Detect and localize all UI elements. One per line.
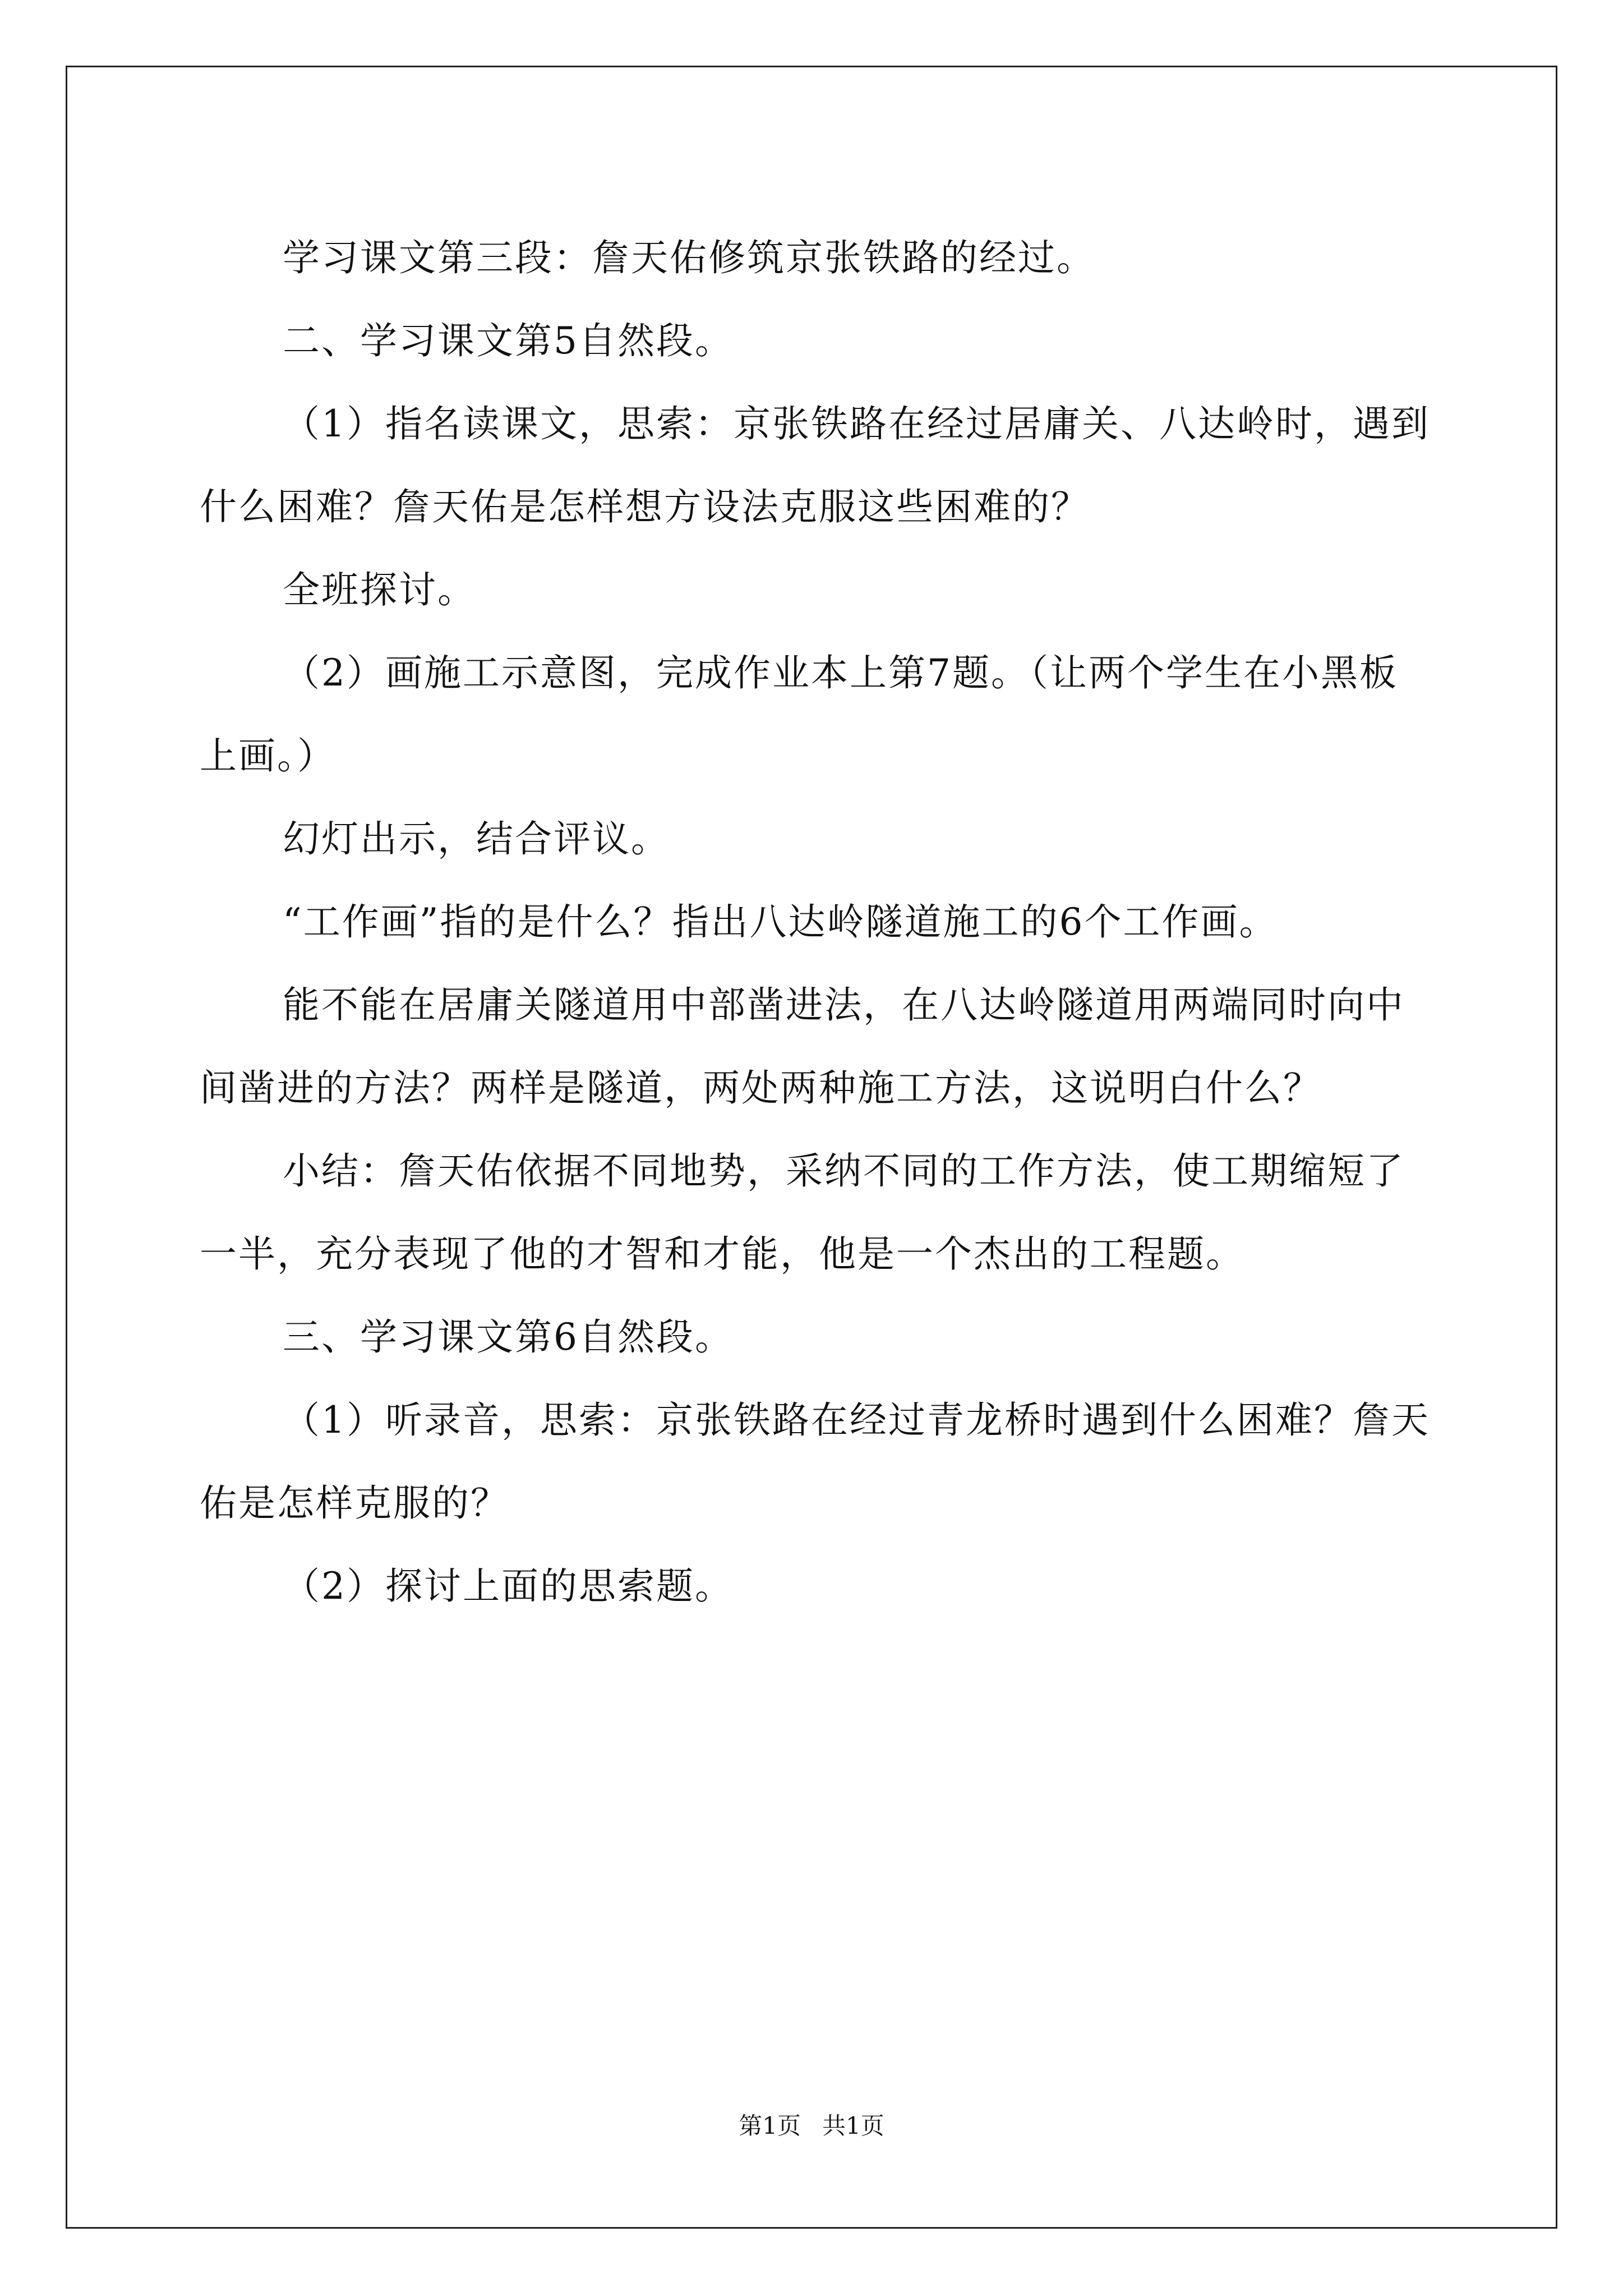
page-total: 共1页: [822, 2112, 884, 2139]
page-number: 第1页: [739, 2112, 801, 2139]
paragraph-step-2-drawing: （2）画施工示意图，完成作业本上第7题。（让两个学生在小黑板上画。）: [200, 651, 1398, 777]
paragraph-step-2-discussion: （2）探讨上面的思索题。: [283, 1565, 734, 1608]
paragraph-section-three-title: 学习课文第三段：詹天佑修筑京张铁路的经过。: [283, 236, 1095, 279]
page-footer: [0, 2109, 1623, 2143]
paragraph-tunnel-method-question: 能不能在居庸关隧道用中部凿进法，在八达岭隧道用两端同时向中间凿进的方法？两样是隧道，两处两种施工方法，这说明白什么？: [200, 983, 1405, 1110]
document-body: [200, 217, 1430, 1628]
paragraph-summary: 小结：詹天佑依据不同地势，采纳不同的工作方法，使工期缩短了一半，充分表现了他的才智和才能，他是一个杰出的工程题。: [200, 1149, 1405, 1276]
paragraph-step-1-reading: （1）指名读课文，思索：京张铁路在经过居庸关、八达岭时，遇到什么困难？詹天佑是怎样想方设法克服这些困难的？: [200, 402, 1430, 528]
paragraph-part-three-heading: 三、学习课文第6自然段。: [283, 1315, 734, 1359]
paragraph-part-two-heading: 二、学习课文第5自然段。: [283, 319, 734, 362]
paragraph-work-face-question: “工作画”指的是什么？指出八达岭隧道施工的6个工作画。: [283, 900, 1278, 944]
paragraph-step-1-listening: （1）听录音，思索：京张铁路在经过青龙桥时遇到什么困难？詹天佑是怎样克服的？: [200, 1398, 1430, 1525]
paragraph-class-discussion: 全班探讨。: [283, 568, 476, 611]
paragraph-slide-review: 幻灯出示，结合评议。: [283, 817, 670, 861]
